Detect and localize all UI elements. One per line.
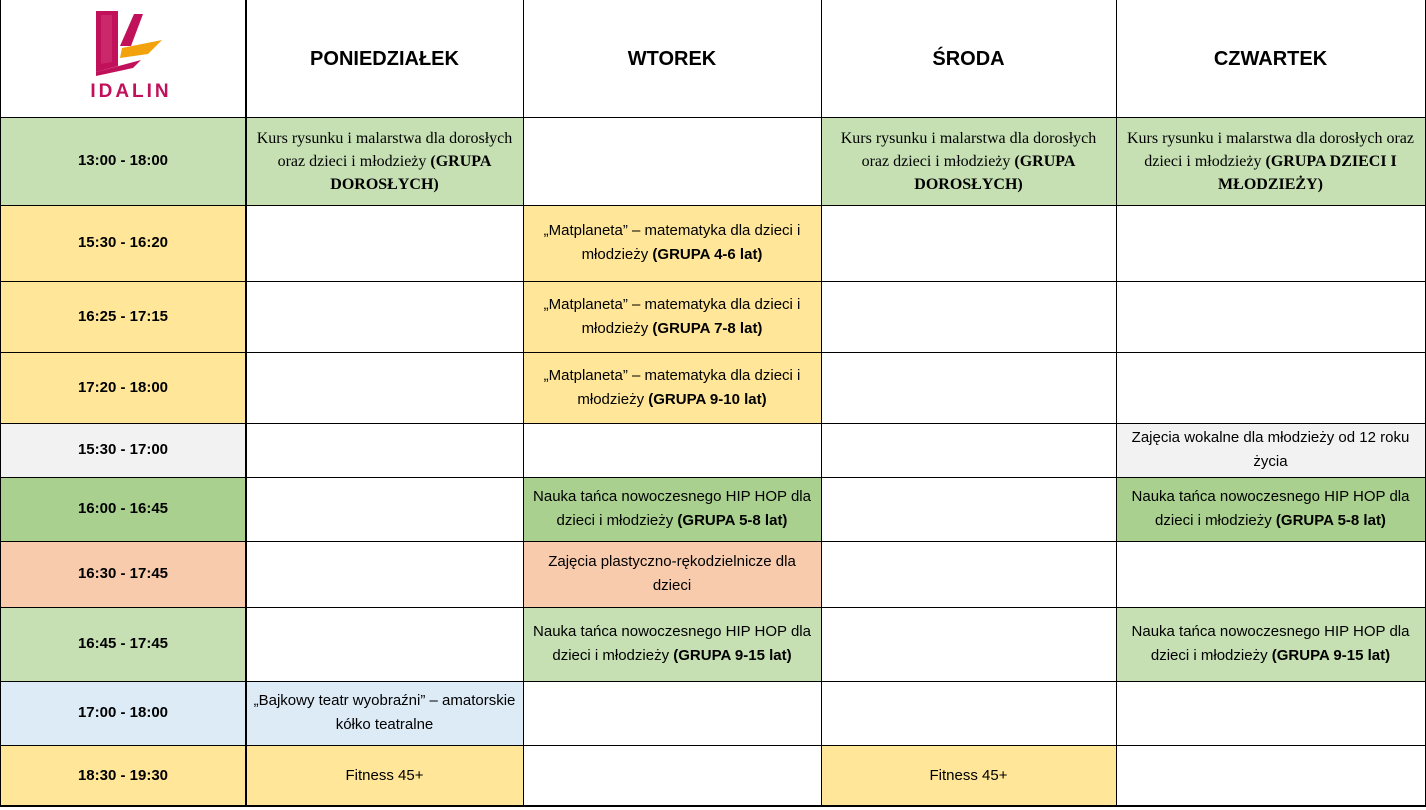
grid-line-horizontal xyxy=(0,117,1426,118)
logo-mark-icon xyxy=(0,0,246,116)
activity-name: „Bajkowy teatr wyobraźni” – amatorskie kółko teatralne xyxy=(253,692,516,733)
empty-cell xyxy=(246,477,523,541)
empty-cell xyxy=(246,281,523,352)
activity-cell xyxy=(523,352,821,423)
time-cell xyxy=(0,281,246,352)
activity-group: (GRUPA DOROSŁYCH) xyxy=(914,152,1076,193)
day-header xyxy=(1116,0,1425,117)
grid-line-vertical xyxy=(1116,0,1117,806)
time-label: 16:25 - 17:15 xyxy=(77,307,169,325)
grid-line-horizontal xyxy=(0,681,1426,682)
grid-line-vertical xyxy=(821,0,822,806)
time-label: 17:20 - 18:00 xyxy=(77,378,169,396)
empty-cell xyxy=(246,607,523,681)
activity-group: (GRUPA DZIECI I MŁODZIEŻY) xyxy=(1218,152,1397,193)
day-label: CZWARTEK xyxy=(1213,47,1328,70)
activity-group: (GRUPA 5-8 lat) xyxy=(677,512,788,529)
time-cell xyxy=(0,352,246,423)
activity-name: Kurs rysunku i malarstwa dla dorosłych oraz dzieci i młodzieży xyxy=(256,129,513,170)
activity-name: Zajęcia wokalne dla młodzieży od 12 roku życia xyxy=(1131,429,1410,470)
activity-group: (GRUPA 5-8 lat) xyxy=(1275,512,1386,529)
activity-text xyxy=(527,293,817,341)
time-label: 18:30 - 19:30 xyxy=(77,766,169,784)
activity-group: (GRUPA DOROSŁYCH) xyxy=(330,152,492,193)
activity-cell xyxy=(246,681,523,745)
activity-cell xyxy=(821,745,1116,806)
empty-cell xyxy=(821,205,1116,281)
empty-cell xyxy=(1116,205,1425,281)
grid-line-horizontal xyxy=(0,423,1426,424)
activity-name: „Matplaneta” – matematyka dla dzieci i młodzieży xyxy=(543,295,801,337)
activity-cell xyxy=(523,541,821,607)
activity-cell xyxy=(246,117,523,205)
time-cell xyxy=(0,205,246,281)
activity-text xyxy=(1120,426,1421,474)
activity-cell xyxy=(1116,607,1425,681)
time-cell xyxy=(0,423,246,477)
time-cell xyxy=(0,745,246,806)
activity-group: (GRUPA 9-10 lat) xyxy=(648,390,767,408)
grid-line-horizontal xyxy=(0,205,1426,206)
empty-cell xyxy=(1116,745,1425,806)
activity-cell xyxy=(1116,423,1425,477)
day-label: ŚRODA xyxy=(932,47,1005,70)
time-cell xyxy=(0,541,246,607)
activity-name: Fitness 45+ xyxy=(345,766,424,784)
activity-cell xyxy=(523,607,821,681)
time-label: 16:00 - 16:45 xyxy=(77,500,169,517)
empty-cell xyxy=(246,352,523,423)
empty-cell xyxy=(523,681,821,745)
grid-line-vertical xyxy=(523,0,524,806)
activity-name: Fitness 45+ xyxy=(929,766,1008,784)
grid-line-horizontal xyxy=(0,352,1426,353)
activity-cell xyxy=(523,477,821,541)
empty-cell xyxy=(821,607,1116,681)
grid-line-horizontal xyxy=(0,477,1426,478)
idalin-logo xyxy=(0,0,246,116)
empty-cell xyxy=(246,423,523,477)
activity-name: „Matplaneta” – matematyka dla dzieci i młodzieży xyxy=(543,366,801,408)
time-label: 15:30 - 16:20 xyxy=(77,234,169,251)
grid-line-horizontal xyxy=(0,805,1426,807)
activity-name: Kurs rysunku i malarstwa dla dorosłych oraz dzieci i młodzieży xyxy=(1126,129,1415,170)
time-cell xyxy=(0,117,246,205)
activity-cell xyxy=(821,117,1116,205)
grid-line-vertical xyxy=(0,0,1,806)
activity-text xyxy=(527,364,817,412)
activity-group: (GRUPA 4-6 lat) xyxy=(652,246,763,263)
day-header xyxy=(246,0,523,117)
activity-name: Nauka tańca nowoczesnego HIP HOP dla dzieci i młodzieży xyxy=(1131,623,1410,664)
activity-text xyxy=(930,764,1008,788)
empty-cell xyxy=(1116,281,1425,352)
activity-text xyxy=(346,764,424,788)
empty-cell xyxy=(246,541,523,607)
activity-text xyxy=(527,485,817,533)
empty-cell xyxy=(1116,352,1425,423)
activity-text xyxy=(527,620,817,668)
time-label: 16:30 - 17:45 xyxy=(77,565,169,582)
activity-group: (GRUPA 7-8 lat) xyxy=(652,319,763,337)
activity-text xyxy=(1120,620,1421,668)
time-label: 15:30 - 17:00 xyxy=(77,441,169,458)
grid-line-horizontal xyxy=(0,607,1426,608)
activity-name: Kurs rysunku i malarstwa dla dorosłych oraz dzieci i młodzieży xyxy=(840,129,1097,170)
activity-cell xyxy=(1116,477,1425,541)
activity-cell xyxy=(246,745,523,806)
activity-text xyxy=(250,127,519,196)
activity-name: Nauka tańca nowoczesnego HIP HOP dla dzieci i młodzieży xyxy=(533,488,811,529)
empty-cell xyxy=(523,745,821,806)
activity-group: (GRUPA 9-15 lat) xyxy=(1271,647,1391,664)
time-cell xyxy=(0,607,246,681)
activity-text xyxy=(527,550,817,598)
logo-text: IDALIN xyxy=(90,81,172,102)
activity-text xyxy=(527,219,817,267)
empty-cell xyxy=(821,423,1116,477)
activity-name: Nauka tańca nowoczesnego HIP HOP dla dzieci i młodzieży xyxy=(1131,488,1410,529)
day-header xyxy=(523,0,821,117)
grid-line-horizontal xyxy=(0,745,1426,746)
activity-text xyxy=(825,127,1112,196)
activity-text xyxy=(1120,127,1421,196)
empty-cell xyxy=(1116,541,1425,607)
activity-name: Zajęcia plastyczno-rękodzielnicze dla dzieci xyxy=(548,553,796,594)
day-header xyxy=(821,0,1116,117)
day-label: PONIEDZIAŁEK xyxy=(310,47,459,70)
activity-text xyxy=(1120,485,1421,533)
time-label: 16:45 - 17:45 xyxy=(77,635,169,652)
empty-cell xyxy=(821,541,1116,607)
activity-cell xyxy=(523,281,821,352)
empty-cell xyxy=(821,281,1116,352)
empty-cell xyxy=(821,477,1116,541)
empty-cell xyxy=(523,117,821,205)
activity-text xyxy=(250,689,519,737)
grid-line-horizontal xyxy=(0,281,1426,282)
activity-cell xyxy=(523,205,821,281)
time-label: 13:00 - 18:00 xyxy=(77,152,169,169)
activity-name: Nauka tańca nowoczesnego HIP HOP dla dzieci i młodzieży xyxy=(533,623,811,664)
empty-cell xyxy=(1116,681,1425,745)
grid-line-horizontal xyxy=(0,541,1426,542)
day-label: WTOREK xyxy=(627,47,717,70)
empty-cell xyxy=(523,423,821,477)
time-cell xyxy=(0,477,246,541)
empty-cell xyxy=(821,352,1116,423)
activity-name: „Matplaneta” – matematyka dla dzieci i młodzieży xyxy=(543,222,801,263)
empty-cell xyxy=(246,205,523,281)
time-cell xyxy=(0,681,246,745)
grid-line-vertical xyxy=(245,0,247,806)
time-label: 17:00 - 18:00 xyxy=(77,704,169,721)
empty-cell xyxy=(821,681,1116,745)
activity-group: (GRUPA 9-15 lat) xyxy=(673,647,792,664)
activity-cell xyxy=(1116,117,1425,205)
